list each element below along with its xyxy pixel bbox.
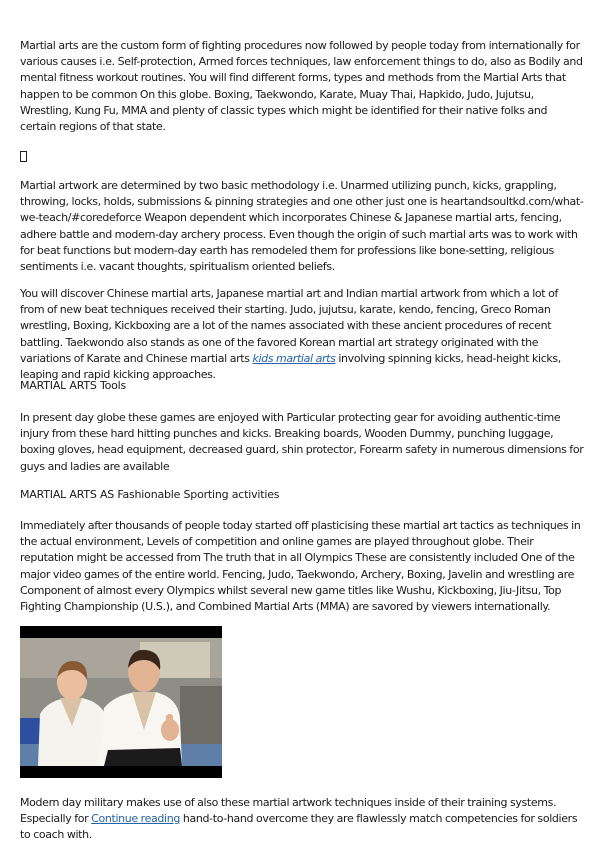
paragraph-tools: In present day globe these games are enjoyed with Particular protecting gear for avoiding authentic-time injury from these hard hitting punches and kicks. Breaking boards, Wooden Dummy, punching luggage, boxing gloves, head equipment, decreased guard, shin protector, Forearm safety in numerous dimensions for guys and ladies are available (20, 411, 584, 473)
missing-glyph-icon (20, 151, 27, 162)
judo-scene-image (20, 626, 222, 778)
paragraph-sports: Immediately after thousands of people today started off plasticising these martial art tactics as techniques in the actual environment, Levels of competition and online games are played throughout globe. Their reputation might be accessed from The truth that in all Olympics These are consistently included One of the major video games of the entire world. Fencing, Judo, Taekwondo, Archery, Boxing, Javelin and wrestling are Component of almost every Olympics whilst several new game titles like Wushu, Kickboxing, Jiu-Jitsu, Top Fighting Championship (U.S.), and Combined Martial Arts (MMA) are savored by viewers internationally. (20, 519, 581, 614)
paragraph-intro: Martial arts are the custom form of fighting procedures now followed by people today from internationally for various causes i.e. Self-protection, Armed forces techniques, law enforcement things to do, also as Bodily and mental fitness workout routines. You will find different forms, types and methods from the Martial Arts that happen to be common On this globe. Boxing, Taekwondo, Karate, Muay Thai, Hapkido, Judo, Jujutsu, Wrestling, Kung Fu, MMA and plenty of classic types which might be identified for their native folks and certain regions of that state. (20, 39, 583, 134)
paragraph-military-text: Modern day military makes use of also these martial artwork techniques inside of their training systems. Especially for (20, 796, 557, 826)
paragraph-military (20, 795, 584, 844)
paragraph-methodology: Martial artwork are determined by two basic methodology i.e. Unarmed utilizing punch, kicks, grappling, throwing, locks, holds, submissions & pinning strategies and one other just one is heartandsoultkd.com/what-we-teach/#coredeforce Weapon dependent which incorporates Chinese & Japanese martial arts, fencing, adhere battle and modern-day archery process. Even though the origin of such martial arts was to work with for beat functions but modern-day earth has remodeled them for professions like bone-setting, religious sentiments i.e. vacant thoughts, spiritualism oriented beliefs. (20, 179, 584, 274)
paragraph-origins (20, 286, 584, 383)
section-heading-sports: MARTIAL ARTS AS Fashionable Sporting activities (20, 488, 280, 501)
paragraph-origins-text-end: involving spinning kicks, head-height kicks, leaping and rapid kicking approaches. (20, 351, 561, 382)
paragraph-military-text-end: hand-to-hand overcome they are flawlessly match competencies for soldiers to coach with. (20, 812, 578, 842)
continue-reading-link[interactable]: Continue reading (91, 812, 181, 826)
video-thumbnail[interactable] (20, 626, 222, 778)
section-heading-tools: MARTIAL ARTS Tools (20, 379, 127, 392)
kids-martial-arts-link[interactable]: kids martial arts (252, 351, 336, 365)
paragraph-origins-text: You will discover Chinese martial arts, Japanese martial art and Indian martial artwork from which a lot of from of new beat techniques received their starting. Judo, jujutsu, karate, kendo, fencing, Greco Roman wrestling, Boxing, Kickboxing are a lot of the names associated with these ancient procedures of recent battling. Taekwondo also stands as one of the favored Korean martial art strategy originated with the variations of Karate and Chinese martial arts (20, 287, 559, 365)
